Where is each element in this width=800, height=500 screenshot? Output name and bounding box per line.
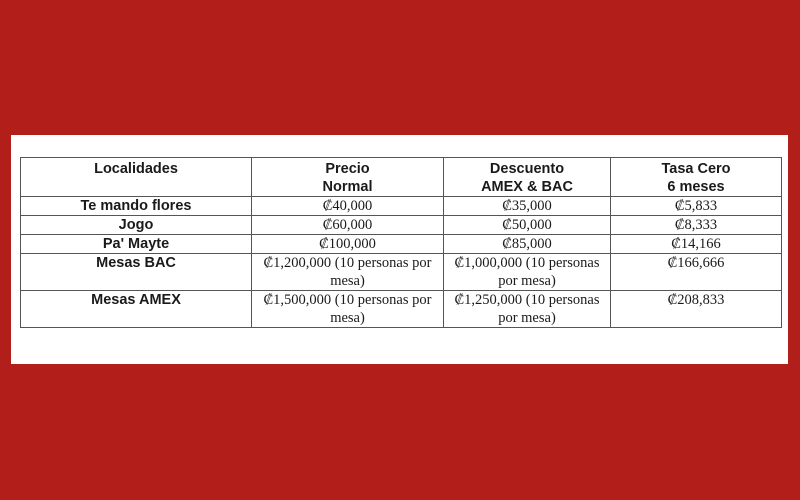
tasa-cero-cell: ₡208,833	[611, 291, 782, 328]
header-descuento: Descuento AMEX & BAC	[444, 158, 611, 197]
precio-normal-cell: ₡1,500,000 (10 personas por mesa)	[252, 291, 444, 328]
descuento-cell: ₡35,000	[444, 197, 611, 216]
content-panel	[11, 135, 788, 364]
localidad-cell: Jogo	[21, 216, 252, 235]
precio-normal-cell: ₡100,000	[252, 235, 444, 254]
header-row	[21, 158, 782, 197]
header-tasa-cero: Tasa Cero 6 meses	[611, 158, 782, 197]
table-row	[21, 235, 782, 254]
tasa-cero-cell: ₡14,166	[611, 235, 782, 254]
localidad-cell: Mesas BAC	[21, 254, 252, 291]
table-row	[21, 197, 782, 216]
precio-normal-cell: ₡60,000	[252, 216, 444, 235]
localidad-cell: Mesas AMEX	[21, 291, 252, 328]
descuento-cell: ₡50,000	[444, 216, 611, 235]
table-row	[21, 254, 782, 291]
header-localidades: Localidades	[21, 158, 252, 197]
descuento-cell: ₡1,000,000 (10 personas por mesa)	[444, 254, 611, 291]
tasa-cero-cell: ₡5,833	[611, 197, 782, 216]
tasa-cero-cell: ₡8,333	[611, 216, 782, 235]
header-precio-normal: Precio Normal	[252, 158, 444, 197]
pricing-table	[20, 157, 782, 328]
precio-normal-cell: ₡40,000	[252, 197, 444, 216]
descuento-cell: ₡85,000	[444, 235, 611, 254]
localidad-cell: Te mando flores	[21, 197, 252, 216]
localidad-cell: Pa' Mayte	[21, 235, 252, 254]
table-row	[21, 216, 782, 235]
precio-normal-cell: ₡1,200,000 (10 personas por mesa)	[252, 254, 444, 291]
tasa-cero-cell: ₡166,666	[611, 254, 782, 291]
table-row	[21, 291, 782, 328]
descuento-cell: ₡1,250,000 (10 personas por mesa)	[444, 291, 611, 328]
